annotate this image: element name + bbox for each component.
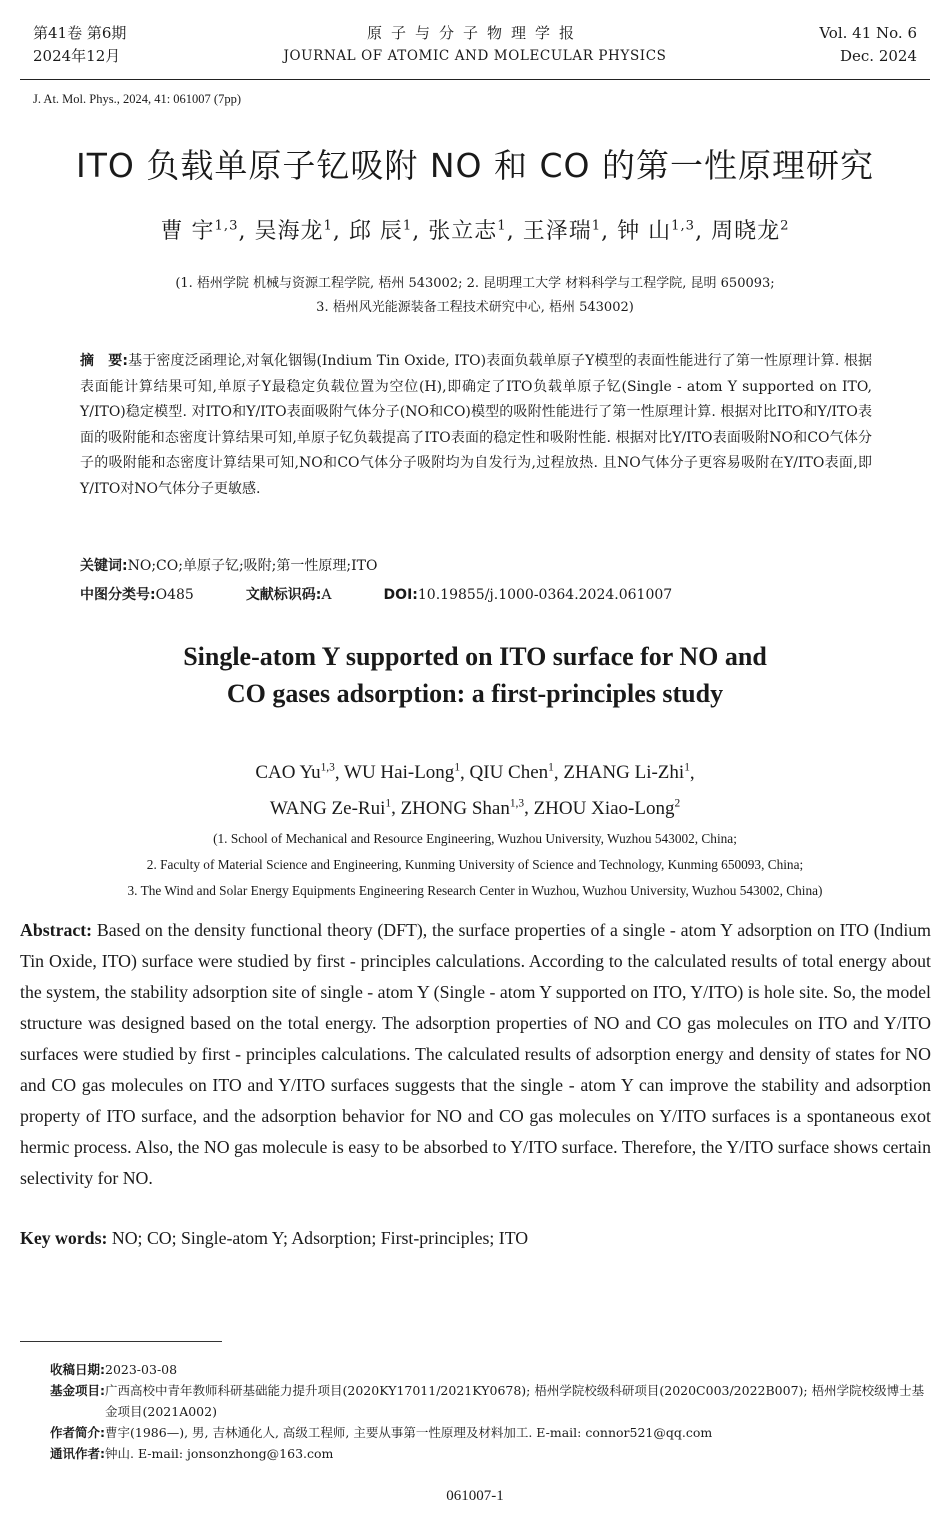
author-cn: 钟 山$^{1,3}$ <box>617 218 696 244</box>
author-en: ZHOU Xiao-Long$^2$ <box>533 797 681 819</box>
footnote-text: 曹宇(1986—), 男, 吉林通化人, 高级工程师, 主要从事第一性原理及材料加工. E-mail: connor521@qq.com <box>105 1425 713 1440</box>
header-right <box>819 22 917 68</box>
abstract-cn-text: 基于密度泛函理论,对氧化铟锡(Indium Tin Oxide, ITO)表面负载单原子Y模型的表面性能进行了第一性原理计算. 根据表面能计算结果可知,单原子Y最稳定负载位置为空位(H),即确定了ITO负载单原子钇(Single - atom Y supported on ITO, Y/ITO)稳定模型. 对ITO和Y/ITO表面吸附气体分子(NO和CO)模型的吸附性能进行了第一性原理计算. 根据对比ITO和Y/ITO表面的吸附能和态密度计算结果可知,单原子钇负载提高了ITO表面的稳定性和吸附性能. 根据对比Y/ITO表面吸附NO和CO气体分子的吸附能和态密度计算结果可知,NO和CO气体分子吸附均为自发行为,过程放热. 且NO气体分子更容易吸附在Y/ITO表面,即Y/ITO对NO气体分子更敏感. <box>80 353 872 497</box>
author-cn: 曹 宇$^{1,3}$ <box>160 218 239 244</box>
author-en: QIU Chen$^1$ <box>469 762 554 784</box>
footnote-received <box>50 1359 932 1380</box>
keywords-cn-text: NO;CO;单原子钇;吸附;第一性原理;ITO <box>127 558 378 574</box>
author-cn: 周晓龙$^2$ <box>711 218 790 244</box>
volume-issue-en: Vol. 41 No. 6 <box>819 24 917 42</box>
doi-label: DOI: <box>383 587 418 603</box>
author-cn: 邱 辰$^1$ <box>348 218 413 244</box>
doc-code-value: A <box>321 587 332 603</box>
abstract-en <box>20 915 931 1194</box>
page-number: 061007-1 <box>446 1488 504 1504</box>
keywords-cn-label: 关键词: <box>80 558 128 574</box>
affiliation-line: 3. The Wind and Solar Energy Equipments Engineering Research Center in Wuzhou, Wuzhou University, Wuzhou 543002, China) <box>127 883 823 898</box>
citation: J. At. Mol. Phys., 2024, 41: 061007 (7pp) <box>33 92 242 106</box>
footnote-label: 作者简介: <box>50 1425 105 1440</box>
date-en: Dec. 2024 <box>839 47 917 65</box>
authors-en <box>0 753 950 824</box>
doc-code-label: 文献标识码: <box>245 587 322 603</box>
affiliations-en <box>0 826 950 904</box>
date-cn: 2024年12月 <box>33 47 121 65</box>
keywords-en-label: Key words: <box>20 1228 108 1248</box>
title-en <box>0 638 950 712</box>
authors-en-line: WANG Ze-Rui$^1$, ZHONG Shan$^{1,3}$, ZHOU Xiao-Long$^2$ <box>269 797 681 819</box>
footnote-label: 收稿日期: <box>50 1362 105 1377</box>
footnote-divider <box>20 1341 222 1342</box>
author-cn: 张立志$^1$ <box>428 218 507 244</box>
footnote-text: 广西高校中青年教师科研基础能力提升项目(2020KY17011/2021KY0678); 梧州学院校级科研项目(2020C003/2022B007); 梧州学院校级博士基金项目(2021A002) <box>105 1383 925 1419</box>
clc-value: O485 <box>155 587 194 603</box>
title-en-line: CO gases adsorption: a first-principles study <box>226 679 724 708</box>
author-cn: 王泽瑞$^1$ <box>522 218 602 244</box>
affiliation-line: 3. 梧州风光能源装备工程技术研究中心, 梧州 543002) <box>316 300 634 315</box>
footnotes <box>50 1359 932 1464</box>
footnote-author-bio <box>50 1422 932 1443</box>
footnote-corresponding <box>50 1443 932 1464</box>
affiliations-cn <box>0 272 950 320</box>
affiliation-line: 2. Faculty of Material Science and Engineering, Kunming University of Science and Technology, Kunming 650093, China; <box>146 857 804 872</box>
keywords-en <box>20 1228 528 1249</box>
author-cn: 吴海龙$^1$ <box>254 218 333 244</box>
footnote-label: 通讯作者: <box>50 1446 105 1461</box>
clc-label: 中图分类号: <box>80 587 156 603</box>
author-en: ZHANG Li-Zhi$^1$ <box>563 762 690 784</box>
keywords-en-text: NO; CO; Single-atom Y; Adsorption; First-principles; ITO <box>111 1228 529 1248</box>
affiliation-line: (1. 梧州学院 机械与资源工程学院, 梧州 543002; 2. 昆明理工大学 材料科学与工程学院, 昆明 650093; <box>175 276 775 291</box>
author-en: WU Hai-Long$^1$ <box>344 762 461 784</box>
doi-value[interactable]: 10.19855/j.1000-0364.2024.061007 <box>417 587 673 603</box>
abstract-en-text: Based on the density functional theory (DFT), the surface properties of a single - atom Y adsorption on ITO (Indium Tin Oxide, ITO) surface were studied by first - principles calculations. According to the calculated results of total energy about the system, the stability adsorption site of single - atom Y (Single - atom Y supported on ITO, Y/ITO) is hole site. So, the model structure was designed based on the total energy. The adsorption properties of NO and CO gas molecules on ITO and Y/ITO surfaces were studied by first - principles calculations. The calculated results of adsorption energy and density of states for NO and CO gas molecules on ITO and Y/ITO surfaces suggests that the single - atom Y can improve the stability and adsorption property of ITO surface, and the adsorption behavior for NO and CO gas molecules on Y/ITO surfaces is a spontaneous exot hermic process. Also, the NO gas molecule is easy to be absorbed to Y/ITO surface. Therefore, the Y/ITO surface shows certain selectivity for NO. <box>20 920 931 1188</box>
classification-cn <box>80 584 880 604</box>
authors-cn: 曹 宇$^{1,3}$, 吴海龙$^1$, 邱 辰$^1$, 张立志$^1$, 王泽瑞$^1$, 钟 山$^{1,3}$, 周晓龙$^2$ <box>160 218 790 244</box>
journal-name-en: JOURNAL OF ATOMIC AND MOLECULAR PHYSICS <box>283 48 667 64</box>
abstract-cn-label: 摘 要: <box>80 353 128 369</box>
affiliation-line: (1. School of Mechanical and Resource Engineering, Wuzhou University, Wuzhou 543002, China; <box>213 831 737 846</box>
volume-issue-cn: 第41卷 第6期 <box>33 24 127 42</box>
title-cn: ITO 负载单原子钇吸附 NO 和 CO 的第一性原理研究 <box>76 146 874 185</box>
header-divider <box>20 79 930 80</box>
abstract-cn <box>80 349 872 503</box>
keywords-cn <box>80 555 377 575</box>
footnote-label: 基金项目: <box>50 1383 105 1398</box>
footnote-text: 钟山. E-mail: jonsonzhong@163.com <box>105 1446 334 1461</box>
title-en-line: Single-atom Y supported on ITO surface for NO and <box>183 642 767 671</box>
abstract-en-label: Abstract: <box>20 920 93 940</box>
header-center <box>0 22 950 68</box>
author-en: WANG Ze-Rui$^1$ <box>269 797 392 819</box>
footnote-funding <box>50 1380 932 1422</box>
footnote-text: 2023-03-08 <box>105 1362 178 1377</box>
author-en: CAO Yu$^{1,3}$ <box>255 762 335 784</box>
authors-en-line: CAO Yu$^{1,3}$, WU Hai-Long$^1$, QIU Chen$^1$, ZHANG Li-Zhi$^1$, <box>255 762 695 784</box>
journal-name-cn: 原子与分子物理学报 <box>366 24 583 42</box>
author-en: ZHONG Shan$^{1,3}$ <box>400 797 525 819</box>
